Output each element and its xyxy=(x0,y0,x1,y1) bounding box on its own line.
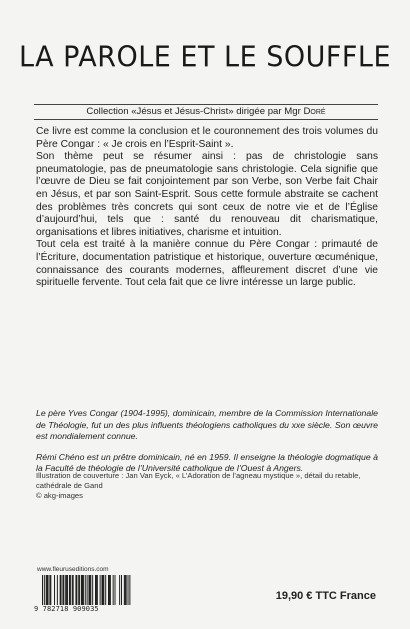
barcode-bar xyxy=(73,575,74,605)
book-title: LA PAROLE ET LE SOUFFLE xyxy=(18,41,392,74)
barcode-bar xyxy=(113,575,114,605)
barcode-bar xyxy=(50,575,51,605)
barcode-bar xyxy=(128,575,129,608)
barcode-bar xyxy=(44,575,45,608)
barcode-bar xyxy=(57,575,58,605)
barcode-bar xyxy=(66,575,67,605)
barcode-bar xyxy=(70,575,71,605)
series-banner xyxy=(34,104,378,120)
barcode-bar xyxy=(81,575,82,605)
barcode-bar xyxy=(60,575,61,605)
publisher-website[interactable]: www.fleuruseditions.com xyxy=(37,566,109,573)
barcode-bar xyxy=(126,575,127,605)
barcode-bar xyxy=(100,575,101,605)
copyright-credit: © akg-images xyxy=(36,491,83,501)
barcode-bar xyxy=(125,575,126,605)
barcode-bar xyxy=(76,575,77,605)
barcode-bar xyxy=(89,575,90,605)
illustration-credit: Illustration de couverture : Jan Van Eyck, « L’Adoration de l’agneau mystique », détail du retable, cathédrale de Gand xyxy=(36,471,361,491)
blurb-paragraph-3: Tout cela est traité à la manière connue du Père Congar : primauté de l’Écriture, documentation patristique et historique, ouverture œcuménique, connaissance des courants modernes, affleurement discret d’une vie spirituelle fervente. Tout cela fait que ce livre intéresse un large public. xyxy=(36,239,378,289)
barcode-bar xyxy=(67,575,68,605)
barcode-bar xyxy=(102,575,103,605)
barcode-bar xyxy=(102,575,103,605)
price-label: 19,90 € TTC France xyxy=(275,590,376,602)
barcode-bar xyxy=(129,575,130,608)
barcode-bar xyxy=(109,575,110,605)
barcode-bar xyxy=(115,575,116,605)
barcode-bar xyxy=(48,575,49,605)
barcode-bar xyxy=(85,575,86,608)
blurb-paragraph-2: Son thème peut se résumer ainsi : pas de christologie sans pneumatologie, pas de pneumatologie sans christologie. Cela signifie que l’œuvre de Dieu se fait conjointement par son Verbe, son Verbe fait Chair en Jésus, et par son Saint-Esprit. Sous cette formule abstraite se cachent des problèmes très concrets qui sont ceux de notre vie et de l’Église d’aujourd’hui, tels que : santé du renouveau dit charismatique, organisations et libres initiatives, charisme et intuition. xyxy=(36,151,378,238)
barcode-bar xyxy=(79,575,80,605)
barcode-bar xyxy=(69,575,70,605)
author-bio-congar: Le père Yves Congar (1904-1995), dominicain, membre de la Commission Internationale de Théologie, fut un des plus influents théologiens catholiques du xxe siècle. Son œuvre est mondialement connue. xyxy=(36,408,378,442)
barcode-bar xyxy=(63,575,64,605)
barcode-bar xyxy=(54,575,55,605)
series-director: Doré xyxy=(303,106,326,117)
blurb xyxy=(36,126,378,290)
barcode-bar xyxy=(90,575,91,605)
author-bio-cheno: Rémi Chéno est un prêtre dominicain, né en 1959. Il enseigne la théologie dogmatique à la Faculté de théologie de l’Université catholique de l’Ouest à Angers. xyxy=(36,451,378,474)
barcode-bar xyxy=(89,575,90,605)
barcode-bar xyxy=(46,575,47,605)
barcode-bar xyxy=(82,575,83,605)
barcode-bar xyxy=(96,575,97,605)
blurb-paragraph-1: Ce livre est comme la conclusion et le couronnement des trois volumes du Père Congar : « Je crois en l’Esprit-Saint ». xyxy=(36,126,378,150)
barcode-bar xyxy=(87,575,88,608)
series-label: Collection «Jésus et Jésus-Christ» dirigée par Mgr xyxy=(86,106,304,117)
barcode-bar xyxy=(108,575,109,605)
barcode-bar xyxy=(47,575,48,605)
barcode-bar xyxy=(110,575,111,605)
barcode-bar xyxy=(105,575,106,605)
barcode-bar xyxy=(83,575,84,605)
barcode-bar xyxy=(95,575,96,605)
barcode-bar xyxy=(124,575,125,605)
isbn-digits: 9 782718 909035 xyxy=(34,605,132,613)
barcode-bar xyxy=(49,575,50,605)
barcode-bar xyxy=(42,575,43,608)
barcode-bar xyxy=(97,575,98,605)
isbn-barcode xyxy=(34,575,132,613)
barcode-bar xyxy=(65,575,66,605)
barcode-bar xyxy=(75,575,76,605)
barcode-bar xyxy=(103,575,104,605)
barcode-bar xyxy=(121,575,122,605)
barcode-bar xyxy=(119,575,120,605)
cover-credits xyxy=(36,471,366,502)
barcode-bar xyxy=(62,575,63,605)
barcode-bar xyxy=(78,575,79,605)
barcode-bar xyxy=(92,575,93,605)
barcode-bar xyxy=(72,575,73,605)
barcode-bars xyxy=(34,575,132,609)
barcode-bar xyxy=(61,575,62,605)
